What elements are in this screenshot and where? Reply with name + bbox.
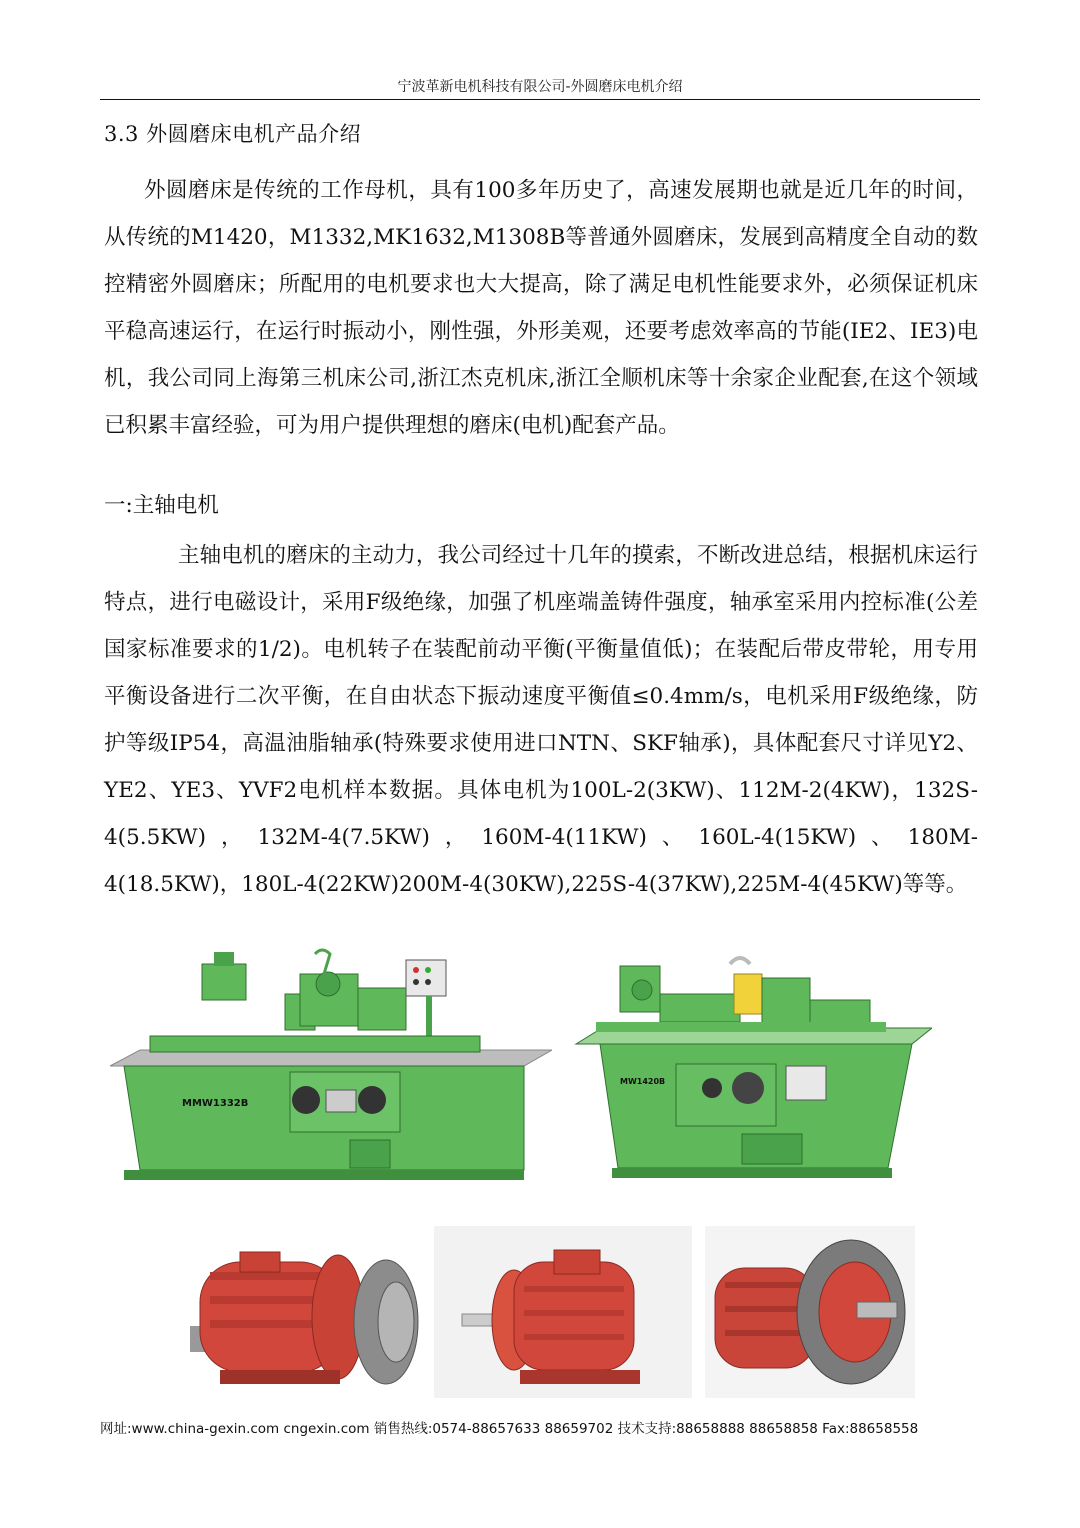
section-title: 3.3 外圆磨床电机产品介绍 <box>104 122 362 146</box>
red-motor-photo-2 <box>434 1226 692 1398</box>
grinding-machine-photo-1 <box>110 944 552 1192</box>
page-footer: 网址:www.china-gexin.com cngexin.com 销售热线:0574-88657633 88659702 技术支持:88658888 88658858 Fax:88658558 <box>100 1421 919 1437</box>
subsection-title: 一:主轴电机 <box>104 493 219 518</box>
spindle-motor-paragraph: 主轴电机的磨床的主动力，我公司经过十几年的摸索，不断改进总结，根据机床运行特点，进行电磁设计，采用F级绝缘，加强了机座端盖铸件强度，轴承室采用内控标准(公差国家标准要求的1/2)。电机转子在装配前动平衡(平衡量值低)；在装配后带皮带轮，用专用平衡设备进行二次平衡，在自由状态下振动速度平衡值≤0.4mm/s，电机采用F级绝缘，防护等级IP54，高温油脂轴承(特殊要求使用进口NTN、SKF轴承)，具体配套尺寸详见Y2、YE2、YE3、YVF2电机样本数据。具体电机为100L-2(3KW)、112M-2(4KW)，132S-4(5.5KW)，132M-4(7.5KW)，160M-4(11KW)、160L-4(15KW)、180M-4(18.5KW)，180L-4(22KW)200M-4(30KW),225S-4(37KW),225M-4(45KW)等等。 <box>104 543 978 897</box>
intro-paragraph: 外圆磨床是传统的工作母机，具有100多年历史了，高速发展期也就是近几年的时间，从传统的M1420，M1332,MK1632,M1308B等普通外圆磨床，发展到高精度全自动的数控精密外圆磨床；所配用的电机要求也大大提高，除了满足电机性能要求外，必须保证机床平稳高速运行，在运行时振动小，刚性强，外形美观，还要考虑效率高的节能(IE2、IE3)电机，我公司同上海第三机床公司,浙江杰克机床,浙江全顺机床等十余家企业配套,在这个领域已积累丰富经验，可为用户提供理想的磨床(电机)配套产品。 <box>104 178 978 438</box>
machine1-model-label: MMW1332B <box>182 1098 249 1109</box>
header-divider <box>100 99 980 100</box>
flange-motor-photo <box>705 1226 915 1398</box>
page-header: 宁波革新电机科技有限公司-外圆磨床电机介绍 <box>397 79 683 95</box>
grinding-machine-photo-2 <box>572 948 932 1188</box>
machine2-model-label: MW1420B <box>620 1077 666 1086</box>
motor-with-pulley-photo <box>180 1222 430 1398</box>
image-divider <box>693 1226 701 1398</box>
